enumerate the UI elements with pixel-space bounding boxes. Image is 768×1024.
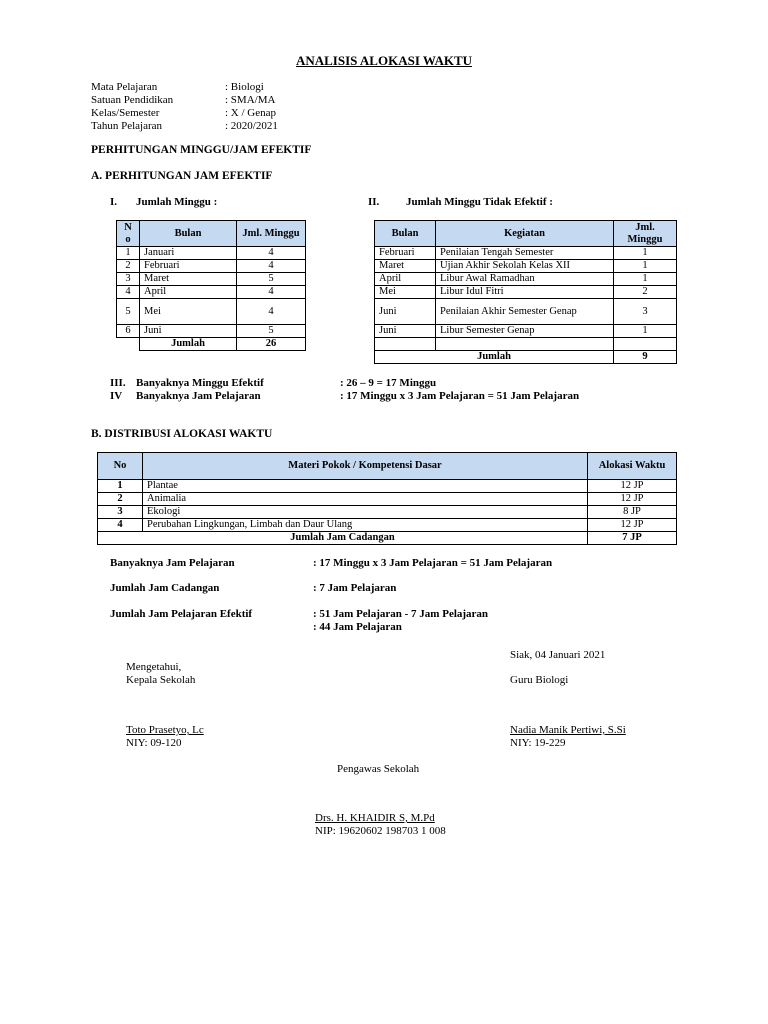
table-row: 3 Maret 5 [117, 273, 306, 286]
headmaster-id: NIY: 09-120 [126, 737, 182, 749]
table-header: N o [117, 221, 140, 247]
teacher-role: Guru Biologi [510, 674, 569, 686]
table-row: 2 Februari 4 [117, 260, 306, 273]
time-allocation-table [97, 452, 677, 545]
lesson-hours-line: IV Banyaknya Jam Pelajaran : 17 Minggu x 3 Jam Pelajaran = 51 Jam Pelajaran [110, 390, 580, 402]
non-effective-weeks-table [374, 220, 677, 364]
table-header: Kegiatan [436, 221, 614, 247]
supervisor-role: Pengawas Sekolah [337, 763, 420, 775]
place-date: Siak, 04 Januari 2021 [510, 649, 606, 661]
table-row: 5 Mei 4 [117, 299, 306, 325]
table-header: Bulan [375, 221, 436, 247]
effective-weeks-line: III. Banyaknya Minggu Efektif : 26 – 9 = 17 Minggu [110, 377, 437, 389]
sub-heading-1: I. Jumlah Minggu : [110, 196, 218, 208]
weeks-table [116, 220, 306, 351]
table-total-row: Jumlah 26 [117, 338, 306, 351]
heading-b: B. DISTRIBUSI ALOKASI WAKTU [91, 428, 273, 440]
info-academic-year: Tahun Pelajaran : 2020/2021 [91, 120, 278, 132]
info-class-semester: Kelas/Semester : X / Genap [91, 107, 277, 119]
teacher-id: NIY: 19-229 [510, 737, 566, 749]
table-row: Februari Penilaian Tengah Semester 1 [375, 247, 677, 260]
table-row: Maret Ujian Akhir Sekolah Kelas XII 1 [375, 260, 677, 273]
table-header: Bulan [140, 221, 237, 247]
table-total-row: Jumlah 9 [375, 351, 677, 364]
headmaster-name: Toto Prasetyo, Lc [126, 724, 204, 736]
info-subject: Mata Pelajaran : Biologi [91, 81, 264, 93]
heading-main: PERHITUNGAN MINGGU/JAM EFEKTIF [91, 144, 312, 156]
table-row: 1 Plantae 12 JP [98, 480, 677, 493]
summary-effective-hours: Jumlah Jam Pelajaran Efektif : 51 Jam Pelajaran - 7 Jam Pelajaran [110, 608, 489, 620]
table-row: Juni Libur Semester Genap 1 [375, 325, 677, 338]
table-row: 4 April 4 [117, 286, 306, 299]
supervisor-id: NIP: 19620602 198703 1 008 [315, 825, 446, 837]
summary-reserve-hours: Jumlah Jam Cadangan : 7 Jam Pelajaran [110, 582, 397, 594]
table-row: 3 Ekologi 8 JP [98, 506, 677, 519]
teacher-name: Nadia Manik Pertiwi, S.Si [510, 724, 626, 736]
table-row: April Libur Awal Ramadhan 1 [375, 273, 677, 286]
sub-heading-2: II. Jumlah Minggu Tidak Efektif : [368, 196, 553, 208]
acknowledged-label: Mengetahui, [126, 661, 182, 673]
table-row: 1 Januari 4 [117, 247, 306, 260]
table-header: Materi Pokok / Kompetensi Dasar [143, 453, 588, 480]
supervisor-name: Drs. H. KHAIDIR S, M.Pd [315, 812, 435, 824]
table-row: Mei Libur Idul Fitri 2 [375, 286, 677, 299]
table-header: Jml. Minggu [614, 221, 677, 247]
headmaster-role: Kepala Sekolah [126, 674, 196, 686]
table-row: 4 Perubahan Lingkungan, Limbah dan Daur Ulang 12 JP [98, 519, 677, 532]
table-row: Juni Penilaian Akhir Semester Genap 3 [375, 299, 677, 325]
table-row: 2 Animalia 12 JP [98, 493, 677, 506]
heading-a: A. PERHITUNGAN JAM EFEKTIF [91, 170, 273, 182]
table-blank-row [375, 338, 677, 351]
document-title: ANALISIS ALOKASI WAKTU [295, 53, 473, 68]
info-school-unit: Satuan Pendidikan : SMA/MA [91, 94, 276, 106]
table-row: 6 Juni 5 [117, 325, 306, 338]
table-header: Jml. Minggu [237, 221, 306, 247]
table-header: No [98, 453, 143, 480]
table-header: Alokasi Waktu [588, 453, 677, 480]
table-total-row: Jumlah Jam Cadangan 7 JP [98, 532, 677, 545]
summary-lesson-hours: Banyaknya Jam Pelajaran : 17 Minggu x 3 Jam Pelajaran = 51 Jam Pelajaran [110, 557, 553, 569]
summary-effective-hours-result: : 44 Jam Pelajaran [313, 621, 402, 633]
